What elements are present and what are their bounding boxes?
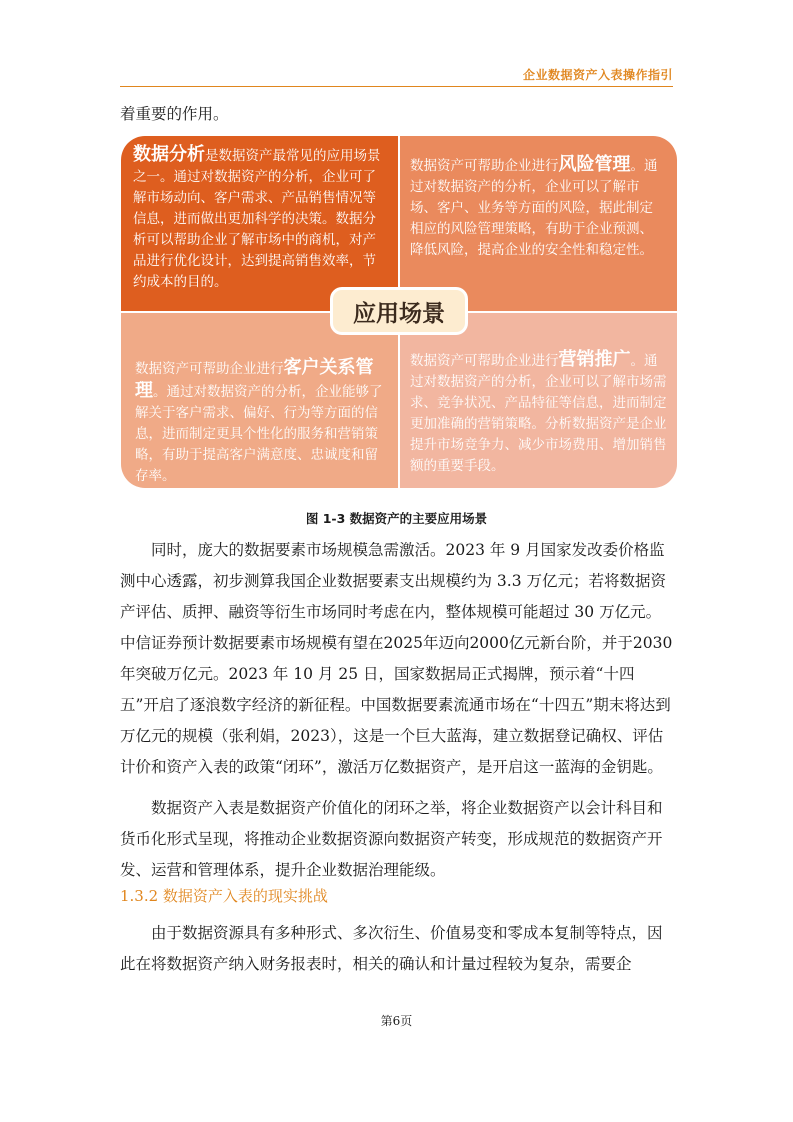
quadrant-keyword: 数据分析 [133, 144, 205, 165]
page-number: 第6页 [380, 1014, 413, 1028]
figure-caption: 图 1-3 数据资产的主要应用场景 [305, 511, 488, 526]
quadrant-text: 。通过对数据资产的分析，企业能够了解关于客户需求、偏好、行为等方面的信息，进而制定更具个性化的服务和营销策略，有助于提高客户满意度、忠诚度和留存率。 [135, 384, 383, 484]
quadrant-prefix: 数据资产可帮助企业进行 [410, 158, 559, 174]
quadrant-text: 。通过对数据资产的分析，企业可以了解市场、客户、业务等方面的风险，据此制定相应的风险管理策略，有助于企业预测、降低风险，提高企业的安全性和稳定性。 [410, 158, 658, 258]
quadrant-text: 。通过对数据资产的分析，企业可以了解市场需求、竞争状况、产品特征等信息，进而制定更加准确的营销策略。分析数据资产是企业提升市场竞争力、减少市场费用、增加销售额的重要手段。 [410, 353, 667, 474]
quadrant-marketing [400, 313, 677, 488]
application-scenarios-diagram [121, 136, 677, 488]
quadrant-keyword: 客户关系管理 [135, 357, 374, 401]
quadrant-data-analysis [121, 136, 398, 311]
running-header-title: 企业数据资产入表操作指引 [522, 68, 673, 82]
header-rule [120, 86, 673, 87]
intro-text: 着重要的作用。 [120, 105, 229, 123]
quadrant-customer-relationship [121, 313, 398, 488]
quadrant-text: 是数据资产最常见的应用场景之一。通过对数据资产的分析，企业可了解市场动向、客户需求、产品销售情况等信息，进而做出更加科学的决策。数据分析可以帮助企业了解市场中的商机，对产品进行优化设计，达到提高销售效率，节约成本的目的。 [133, 148, 381, 290]
quadrant-keyword: 风险管理 [558, 154, 631, 175]
section-heading: 1.3.2 数据资产入表的现实挑战 [120, 887, 328, 905]
quadrant-keyword: 营销推广 [558, 349, 631, 370]
body-paragraph: 数据资产入表是数据资产价值化的闭环之举，将企业数据资产以会计科目和货币化形式呈现，将推动企业数据资源向数据资产转变，形成规范的数据资产开发、运营和管理体系，提升企业数据治理能级。 [120, 799, 663, 879]
quadrant-prefix: 数据资产可帮助企业进行 [410, 353, 559, 369]
center-label: 应用场景 [330, 287, 468, 335]
body-paragraph: 同时，庞大的数据要素市场规模急需激活。2023 年 9 月国家发改委价格监测中心透露，初步测算我国企业数据要素支出规模约为 3.3 万亿元；若将数据资产评估、质押、融资等衍生市场同时考虑在内，整体规模可能超过 30 万亿元。中信证券预计数据要素市场规模有望在2025年迈向2000亿元新台阶，并于2030年突破万亿元。2023 年 10 月 25 日，国家数据局正式揭牌，预示着“十四五”开启了逐浪数字经济的新征程。中国数据要素流通市场在“十四五”期末将达到万亿元的规模（张利娟，2023），这是一个巨大蓝海，建立数据登记确权、评估计价和资产入表的政策“闭环”，激活万亿数据资产，是开启这一蓝海的金钥匙。 [120, 541, 673, 776]
quadrant-prefix: 数据资产可帮助企业进行 [135, 361, 284, 377]
quadrant-risk-management [400, 136, 677, 311]
body-paragraph: 由于数据资源具有多种形式、多次衍生、价值易变和零成本复制等特点，因此在将数据资产纳入财务报表时，相关的确认和计量过程较为复杂，需要企 [120, 924, 663, 973]
